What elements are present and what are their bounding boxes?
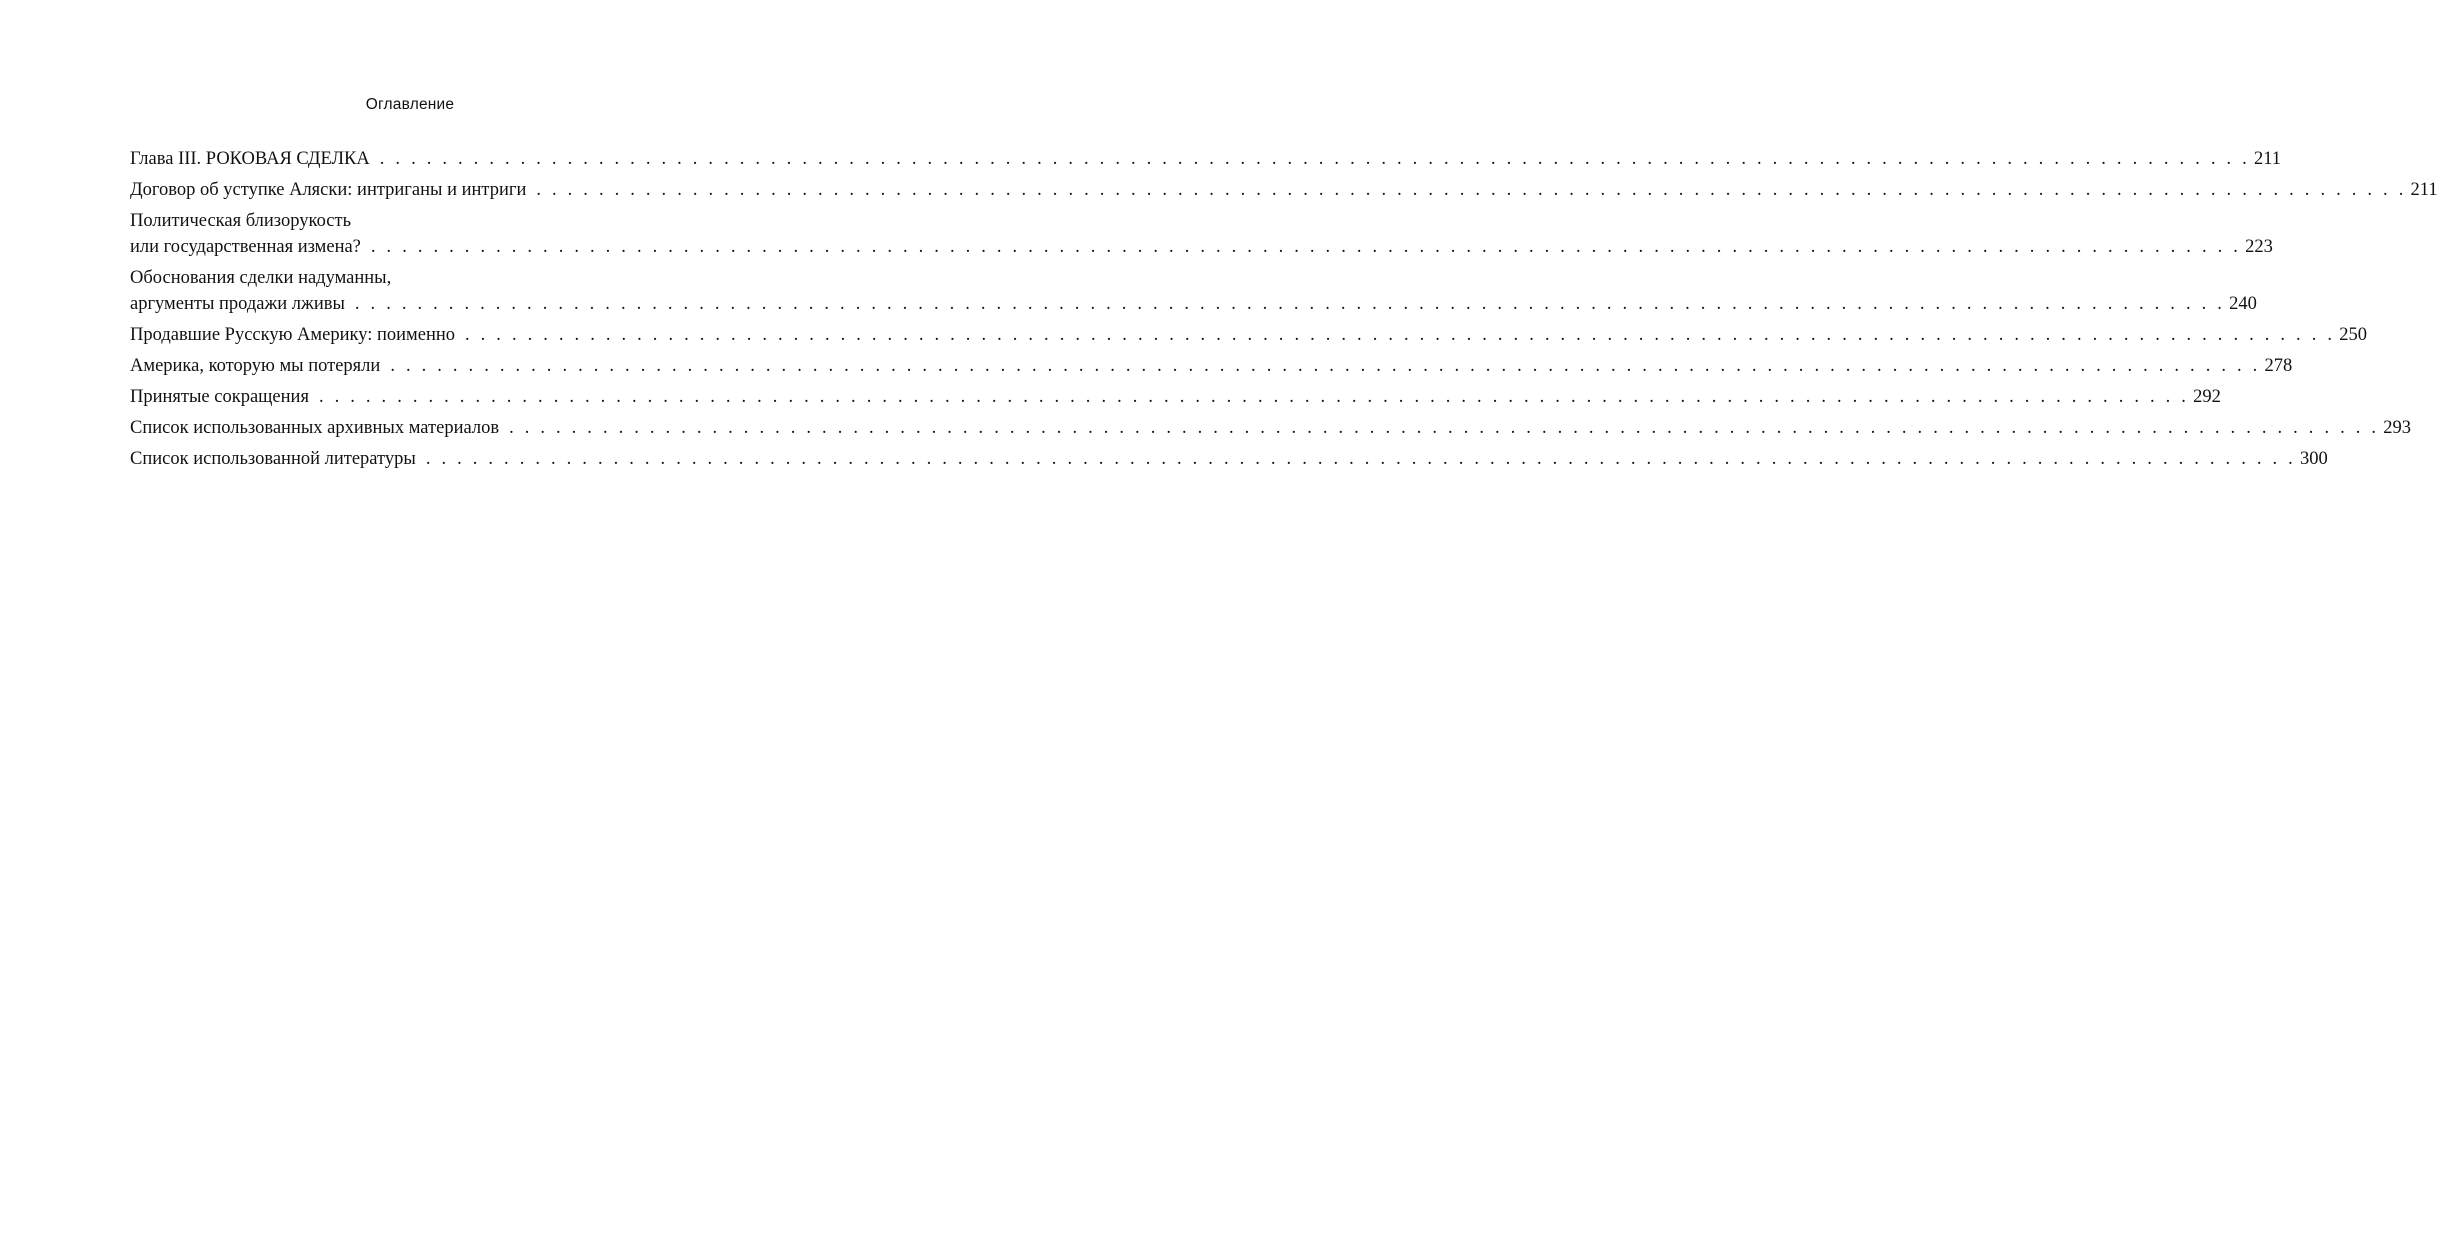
toc-entry[interactable] xyxy=(130,146,2282,172)
toc-page-number: 293 xyxy=(2383,418,2411,438)
toc-entry-row xyxy=(130,415,2411,441)
toc-page-number: 250 xyxy=(2339,325,2367,345)
toc-page-number: 211 xyxy=(2410,180,2438,200)
toc-entry[interactable] xyxy=(130,446,2328,472)
dot-leader: . . . . . . . . . . . . . . . . . . . . . . . . . . . . . . . . . . . . . . . . . . . . . . . . . . . . . . . . . . . . . . . . . . . . . . . . . . . . . . . . . . . . . . . . . . . . . . . . . . . . . . . . . . . . . . . . . . . . . . . . xyxy=(390,356,2261,376)
toc-list xyxy=(130,146,2438,472)
dot-leader: . . . . . . . . . . . . . . . . . . . . . . . . . . . . . . . . . . . . . . . . . . . . . . . . . . . . . . . . . . . . . . . . . . . . . . . . . . . . . . . . . . . . . . . . . . . . . . . . . . . . . . . . . . . . . . . . . . . . . . . . xyxy=(318,387,2190,407)
dot-leader: . . . . . . . . . . . . . . . . . . . . . . . . . . . . . . . . . . . . . . . . . . . . . . . . . . . . . . . . . . . . . . . . . . . . . . . . . . . . . . . . . . . . . . . . . . . . . . . . . . . . . . . . . . . . . . . . . . . . . . . . xyxy=(379,149,2250,169)
toc-entry-text: Обоснования сделки надуманны, xyxy=(130,268,392,288)
toc-entry[interactable] xyxy=(130,208,2273,260)
toc-entry-text: Америка, которую мы потеряли xyxy=(130,356,381,376)
toc-page-number: 292 xyxy=(2193,387,2221,407)
dot-leader: . . . . . . . . . . . . . . . . . . . . . . . . . . . . . . . . . . . . . . . . . . . . . . . . . . . . . . . . . . . . . . . . . . . . . . . . . . . . . . . . . . . . . . . . . . . . . . . . . . . . . . . . . . . . . . . . . . . . . . . . xyxy=(370,237,2242,257)
toc-page-number: 211 xyxy=(2253,149,2282,169)
toc-entry-text: Продавшие Русскую Америку: поименно xyxy=(130,325,455,345)
toc-page-number: 240 xyxy=(2229,294,2257,314)
toc-page-number: 278 xyxy=(2264,356,2293,376)
dot-leader: . . . . . . . . . . . . . . . . . . . . . . . . . . . . . . . . . . . . . . . . . . . . . . . . . . . . . . . . . . . . . . . . . . . . . . . . . . . . . . . . . . . . . . . . . . . . . . . . . . . . . . . . . . . . . . . . . . . . . . . . xyxy=(536,180,2407,200)
dot-leader: . . . . . . . . . . . . . . . . . . . . . . . . . . . . . . . . . . . . . . . . . . . . . . . . . . . . . . . . . . . . . . . . . . . . . . . . . . . . . . . . . . . . . . . . . . . . . . . . . . . . . . . . . . . . . . . . . . . . . . . . xyxy=(425,449,2296,469)
toc-page-number: 300 xyxy=(2300,449,2328,469)
toc-entry-text: Глава III. РОКОВАЯ СДЕЛКА xyxy=(130,149,370,169)
toc-page xyxy=(130,95,2438,477)
toc-entry-text: Политическая близорукость xyxy=(130,211,352,231)
toc-entry-text: Принятые сокращения xyxy=(130,387,309,407)
dot-leader: . . . . . . . . . . . . . . . . . . . . . . . . . . . . . . . . . . . . . . . . . . . . . . . . . . . . . . . . . . . . . . . . . . . . . . . . . . . . . . . . . . . . . . . . . . . . . . . . . . . . . . . . . . . . . . . . . . . . . . . . xyxy=(354,294,2226,314)
toc-entry-text: аргументы продажи лживы xyxy=(130,294,345,314)
toc-entry-row xyxy=(130,177,2438,203)
toc-entry-row xyxy=(130,146,2282,172)
toc-entry[interactable] xyxy=(130,322,2367,348)
toc-entry[interactable] xyxy=(130,384,2221,410)
toc-entry[interactable] xyxy=(130,415,2411,441)
toc-entry-row xyxy=(130,322,2367,348)
toc-entry[interactable] xyxy=(130,177,2438,203)
toc-entry-text: Договор об уступке Аляски: интриганы и интриги xyxy=(130,180,527,200)
dot-leader: . . . . . . . . . . . . . . . . . . . . . . . . . . . . . . . . . . . . . . . . . . . . . . . . . . . . . . . . . . . . . . . . . . . . . . . . . . . . . . . . . . . . . . . . . . . . . . . . . . . . . . . . . . . . . . . . . . . . . . . . xyxy=(509,418,2380,438)
toc-entry-row xyxy=(130,353,2293,379)
toc-entry-row xyxy=(130,234,2273,260)
page-title: Оглавление xyxy=(365,96,455,113)
toc-entry[interactable] xyxy=(130,265,2257,317)
toc-entry[interactable] xyxy=(130,353,2293,379)
toc-page-number: 223 xyxy=(2245,237,2273,257)
toc-entry-text: Список использованных архивных материалов xyxy=(130,418,500,438)
toc-entry-row xyxy=(130,291,2257,317)
dot-leader: . . . . . . . . . . . . . . . . . . . . . . . . . . . . . . . . . . . . . . . . . . . . . . . . . . . . . . . . . . . . . . . . . . . . . . . . . . . . . . . . . . . . . . . . . . . . . . . . . . . . . . . . . . . . . . . . . . . . . . . . xyxy=(465,325,2336,345)
toc-entry-row xyxy=(130,446,2328,472)
toc-entry-row xyxy=(130,384,2221,410)
toc-entry-text: Список использованной литературы xyxy=(130,449,416,469)
toc-entry-text: или государственная измена? xyxy=(130,237,361,257)
